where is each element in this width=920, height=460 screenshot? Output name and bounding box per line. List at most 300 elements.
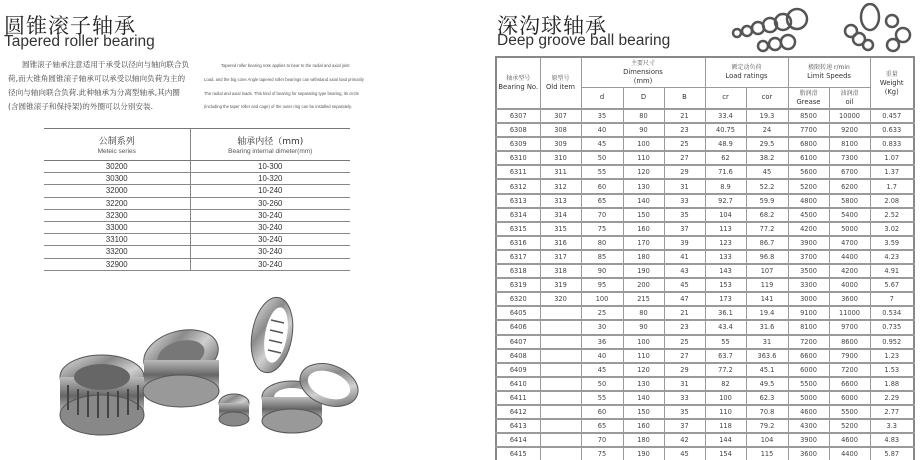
cell-B: 43 xyxy=(664,264,705,278)
cell-B: 45 xyxy=(664,278,705,292)
cell-weight: 3.59 xyxy=(870,236,914,250)
cell-cr: 100 xyxy=(705,391,746,405)
cell-diameter: 30-240 xyxy=(190,221,350,233)
cell-grease: 4500 xyxy=(788,208,829,222)
cell-oil: 4000 xyxy=(829,278,870,292)
cell-cr: 113 xyxy=(705,222,746,236)
table-row xyxy=(496,179,914,193)
cell-D: 160 xyxy=(623,222,664,236)
cell-cr: 40.75 xyxy=(705,123,746,137)
table-row xyxy=(44,197,350,209)
cell-D: 140 xyxy=(623,391,664,405)
cell-oil: 11000 xyxy=(829,306,870,320)
cell-oil: 6000 xyxy=(829,391,870,405)
tapered-title-en: Tapered roller bearing xyxy=(4,33,155,50)
metric-series-table xyxy=(44,128,350,271)
cell-grease: 5200 xyxy=(788,179,829,193)
table-row xyxy=(496,278,914,292)
header-cn: 轴承内径（mm) xyxy=(237,137,304,147)
cell-d: 75 xyxy=(581,222,623,236)
cell-B: 37 xyxy=(664,419,705,433)
header-metric-series xyxy=(44,129,190,161)
cell-grease: 5000 xyxy=(788,391,829,405)
cell-d: 40 xyxy=(581,123,623,137)
tapered-description-cn xyxy=(8,58,188,114)
cell-cr: 62 xyxy=(705,151,746,165)
cell-grease: 4800 xyxy=(788,194,829,208)
description-line: Load, and the big cone Angle tapered roller bearings can withstand axial load primarily xyxy=(204,76,364,82)
cell-B: 31 xyxy=(664,377,705,391)
cell-weight: 1.88 xyxy=(870,377,914,391)
cell-D: 90 xyxy=(623,320,664,334)
table-row xyxy=(496,363,914,377)
header-internal-diameter xyxy=(190,129,350,161)
cell-D: 100 xyxy=(623,335,664,349)
cell-d: 65 xyxy=(581,419,623,433)
header-D: D xyxy=(623,87,664,109)
cell-cor: 49.5 xyxy=(746,377,788,391)
cell-bearing-no: 6310 xyxy=(496,151,540,165)
cell-old-item xyxy=(540,419,581,433)
table-row xyxy=(496,264,914,278)
cell-diameter: 30-240 xyxy=(190,234,350,246)
cell-old-item: 316 xyxy=(540,236,581,250)
table-row xyxy=(496,151,914,165)
cell-bearing-no: 6409 xyxy=(496,363,540,377)
cell-oil: 8100 xyxy=(829,137,870,151)
cell-bearing-no: 6408 xyxy=(496,349,540,363)
cell-B: 27 xyxy=(664,151,705,165)
table-row xyxy=(496,137,914,151)
cell-grease: 3700 xyxy=(788,250,829,264)
cell-bearing-no: 6413 xyxy=(496,419,540,433)
cell-D: 100 xyxy=(623,137,664,151)
table-row xyxy=(496,320,914,334)
cell-oil: 4600 xyxy=(829,433,870,447)
cell-old-item xyxy=(540,363,581,377)
cell-B: 42 xyxy=(664,433,705,447)
cell-old-item xyxy=(540,391,581,405)
cell-grease: 3900 xyxy=(788,236,829,250)
cell-B: 21 xyxy=(664,109,705,123)
ball-bearing-thumbnails xyxy=(725,3,920,55)
table-row xyxy=(496,208,914,222)
cell-cor: 59.9 xyxy=(746,194,788,208)
cell-oil: 8600 xyxy=(829,335,870,349)
cell-weight: 0.735 xyxy=(870,320,914,334)
cell-cr: 110 xyxy=(705,405,746,419)
cell-d: 45 xyxy=(581,137,623,151)
cell-old-item xyxy=(540,320,581,334)
description-line: 径向与轴向联合负荷.此种轴承为分离型轴承,其内圈 xyxy=(8,88,180,97)
cell-cor: 31 xyxy=(746,335,788,349)
cell-D: 190 xyxy=(623,264,664,278)
cell-grease: 5600 xyxy=(788,165,829,179)
cell-oil: 6600 xyxy=(829,377,870,391)
cell-weight: 1.37 xyxy=(870,165,914,179)
cell-bearing-no: 6319 xyxy=(496,278,540,292)
cell-grease: 8500 xyxy=(788,109,829,123)
cell-D: 170 xyxy=(623,236,664,250)
cell-cor: 52.2 xyxy=(746,179,788,193)
header-unit: (Kg) xyxy=(884,87,899,96)
deep-groove-table xyxy=(495,56,915,460)
description-line: (含圆锥滚子和保持架)的外圈可以分别安装. xyxy=(8,102,154,111)
header-bearing-no xyxy=(496,57,540,109)
cell-cr: 82 xyxy=(705,377,746,391)
cell-oil: 5400 xyxy=(829,208,870,222)
table-row xyxy=(496,292,914,306)
cell-bearing-no: 6415 xyxy=(496,447,540,460)
description-line: 荷,而大锥角圆锥滚子轴承可以承受以轴向负荷为主的 xyxy=(8,74,186,83)
cell-D: 110 xyxy=(623,349,664,363)
cell-D: 130 xyxy=(623,377,664,391)
cell-B: 47 xyxy=(664,292,705,306)
cell-grease: 5500 xyxy=(788,377,829,391)
cell-cr: 71.6 xyxy=(705,165,746,179)
cell-bearing-no: 6406 xyxy=(496,320,540,334)
header-cn: 原型号 xyxy=(551,75,570,82)
tapered-title-cn: 圆锥滚子轴承 xyxy=(4,14,136,38)
cell-weight: 1.23 xyxy=(870,349,914,363)
cell-series: 33200 xyxy=(44,246,190,258)
cell-series: 32900 xyxy=(44,258,190,270)
cell-bearing-no: 6309 xyxy=(496,137,540,151)
cell-B: 41 xyxy=(664,250,705,264)
cell-d: 60 xyxy=(581,179,623,193)
header-weight xyxy=(870,57,914,109)
cell-grease: 6800 xyxy=(788,137,829,151)
cell-grease: 7200 xyxy=(788,335,829,349)
cell-weight: 0.833 xyxy=(870,137,914,151)
cell-B: 31 xyxy=(664,179,705,193)
cell-old-item: 320 xyxy=(540,292,581,306)
cell-oil: 4700 xyxy=(829,236,870,250)
cell-old-item xyxy=(540,349,581,363)
cell-D: 190 xyxy=(623,447,664,460)
cell-bearing-no: 6405 xyxy=(496,306,540,320)
header-cn: 极限转速 r/min xyxy=(808,64,850,72)
cell-d: 85 xyxy=(581,250,623,264)
cell-B: 33 xyxy=(664,194,705,208)
table-row xyxy=(496,306,914,320)
header-en: Bearing internal dimeter(mm) xyxy=(228,148,313,155)
cell-cor: 77.2 xyxy=(746,222,788,236)
cell-cr: 55 xyxy=(705,335,746,349)
cell-weight: 1.7 xyxy=(870,179,914,193)
cell-oil: 7200 xyxy=(829,363,870,377)
cell-bearing-no: 6316 xyxy=(496,236,540,250)
cell-cor: 86.7 xyxy=(746,236,788,250)
cell-cr: 173 xyxy=(705,292,746,306)
cell-bearing-no: 6314 xyxy=(496,208,540,222)
cell-series: 33000 xyxy=(44,221,190,233)
cell-old-item xyxy=(540,306,581,320)
cell-old-item xyxy=(540,433,581,447)
header-dimensions xyxy=(581,57,705,87)
cell-cr: 63.7 xyxy=(705,349,746,363)
cell-grease: 7700 xyxy=(788,123,829,137)
cell-d: 45 xyxy=(581,363,623,377)
cell-cor: 363.6 xyxy=(746,349,788,363)
cell-bearing-no: 6414 xyxy=(496,433,540,447)
header-cn: 额定动负荷 xyxy=(731,64,762,72)
cell-old-item xyxy=(540,335,581,349)
cell-grease: 6000 xyxy=(788,363,829,377)
cell-oil: 7300 xyxy=(829,151,870,165)
table-row xyxy=(44,246,350,258)
cell-d: 55 xyxy=(581,165,623,179)
header-cn: 主要尺寸 xyxy=(630,59,655,67)
cell-grease: 3600 xyxy=(788,447,829,460)
header-en: oil xyxy=(845,97,854,106)
table-row xyxy=(496,250,914,264)
header-oil xyxy=(829,87,870,109)
header-cn: 轴承型号 xyxy=(506,75,531,82)
cell-B: 27 xyxy=(664,349,705,363)
cell-cr: 48.9 xyxy=(705,137,746,151)
cell-series: 32200 xyxy=(44,197,190,209)
cell-d: 35 xyxy=(581,109,623,123)
cell-grease: 4600 xyxy=(788,405,829,419)
table-row xyxy=(496,419,914,433)
cell-weight: 5.67 xyxy=(870,278,914,292)
header-unit: (mm) xyxy=(633,76,653,85)
cell-D: 120 xyxy=(623,363,664,377)
cell-D: 120 xyxy=(623,165,664,179)
header-cn: 脂润滑 xyxy=(799,89,818,97)
cell-series: 32300 xyxy=(44,209,190,221)
cell-bearing-no: 6318 xyxy=(496,264,540,278)
cell-cor: 19.3 xyxy=(746,109,788,123)
cell-d: 70 xyxy=(581,208,623,222)
cell-D: 140 xyxy=(623,194,664,208)
cell-weight: 3.02 xyxy=(870,222,914,236)
cell-weight: 4.83 xyxy=(870,433,914,447)
cell-bearing-no: 6315 xyxy=(496,222,540,236)
cell-grease: 9100 xyxy=(788,306,829,320)
cell-d: 60 xyxy=(581,405,623,419)
cell-series: 33100 xyxy=(44,234,190,246)
cell-bearing-no: 6317 xyxy=(496,250,540,264)
cell-B: 35 xyxy=(664,405,705,419)
cell-old-item: 309 xyxy=(540,137,581,151)
cell-oil: 7900 xyxy=(829,349,870,363)
cell-B: 25 xyxy=(664,137,705,151)
header-grease xyxy=(788,87,829,109)
cell-cr: 77.2 xyxy=(705,363,746,377)
cell-bearing-no: 6311 xyxy=(496,165,540,179)
table-row xyxy=(496,335,914,349)
cell-old-item: 310 xyxy=(540,151,581,165)
deep-groove-section xyxy=(495,0,920,460)
table-row xyxy=(44,234,350,246)
cell-B: 35 xyxy=(664,208,705,222)
cell-D: 150 xyxy=(623,208,664,222)
description-line: (including the taper roller and cage) of the outer ring can be installed separately. xyxy=(204,104,352,110)
cell-cor: 104 xyxy=(746,433,788,447)
cell-old-item: 317 xyxy=(540,250,581,264)
cell-cr: 104 xyxy=(705,208,746,222)
header-en: Weight xyxy=(879,78,904,87)
header-cn: 公制系列 xyxy=(98,137,135,147)
cell-D: 90 xyxy=(623,123,664,137)
cell-weight: 7 xyxy=(870,292,914,306)
cell-oil: 5500 xyxy=(829,405,870,419)
cell-d: 36 xyxy=(581,335,623,349)
cell-D: 110 xyxy=(623,151,664,165)
cell-d: 75 xyxy=(581,447,623,460)
cell-grease: 3500 xyxy=(788,264,829,278)
table-row xyxy=(496,447,914,460)
cell-oil: 5000 xyxy=(829,222,870,236)
table-row xyxy=(496,377,914,391)
header-d: d xyxy=(581,87,623,109)
cell-B: 21 xyxy=(664,306,705,320)
cell-cr: 144 xyxy=(705,433,746,447)
cell-cor: 141 xyxy=(746,292,788,306)
cell-weight: 0.457 xyxy=(870,109,914,123)
cell-cr: 92.7 xyxy=(705,194,746,208)
bearings-photo-icon xyxy=(44,285,364,455)
cell-diameter: 30-240 xyxy=(190,258,350,270)
header-en: Limit Speeds xyxy=(807,72,851,81)
deep-groove-title-cn: 深沟球轴承 xyxy=(497,14,607,38)
cell-cor: 19.4 xyxy=(746,306,788,320)
cell-d: 90 xyxy=(581,264,623,278)
cell-d: 50 xyxy=(581,377,623,391)
table-row xyxy=(496,123,914,137)
cell-old-item: 311 xyxy=(540,165,581,179)
cell-cor: 45.1 xyxy=(746,363,788,377)
cell-d: 80 xyxy=(581,236,623,250)
cell-grease: 3300 xyxy=(788,278,829,292)
cell-bearing-no: 6313 xyxy=(496,194,540,208)
cell-grease: 4300 xyxy=(788,419,829,433)
cell-cr: 8.9 xyxy=(705,179,746,193)
cell-D: 215 xyxy=(623,292,664,306)
cell-weight: 1.07 xyxy=(870,151,914,165)
cell-old-item xyxy=(540,405,581,419)
cell-oil: 4400 xyxy=(829,447,870,460)
header-B: B xyxy=(664,87,705,109)
table-row xyxy=(44,221,350,233)
cell-old-item: 308 xyxy=(540,123,581,137)
header-limit-speeds xyxy=(788,57,870,87)
cell-bearing-no: 6312 xyxy=(496,179,540,193)
header-en: Grease xyxy=(796,97,821,106)
cell-D: 150 xyxy=(623,405,664,419)
cell-old-item: 315 xyxy=(540,222,581,236)
tapered-roller-bearings-photo xyxy=(44,285,364,455)
cell-B: 29 xyxy=(664,363,705,377)
cell-cor: 79.2 xyxy=(746,419,788,433)
cell-grease: 4200 xyxy=(788,222,829,236)
cell-cr: 33.4 xyxy=(705,109,746,123)
cell-grease: 6600 xyxy=(788,349,829,363)
table-row xyxy=(44,185,350,197)
cell-diameter: 30-260 xyxy=(190,197,350,209)
cell-weight: 2.77 xyxy=(870,405,914,419)
header-cor: cor xyxy=(746,87,788,109)
cell-grease: 3000 xyxy=(788,292,829,306)
cell-cr: 123 xyxy=(705,236,746,250)
cell-cor: 24 xyxy=(746,123,788,137)
description-line: 圆锥滚子轴承注意适用于承受以径向与轴向联合负 xyxy=(22,60,190,69)
cell-cr: 118 xyxy=(705,419,746,433)
cell-bearing-no: 6410 xyxy=(496,377,540,391)
header-en: Meteic series xyxy=(97,148,136,155)
header-cn: 油润滑 xyxy=(840,89,859,97)
header-en: Load ratings xyxy=(725,72,768,81)
cell-bearing-no: 6407 xyxy=(496,335,540,349)
cell-d: 25 xyxy=(581,306,623,320)
cell-weight: 1.53 xyxy=(870,363,914,377)
ball-bearings-photo-icon xyxy=(725,3,920,55)
table-row xyxy=(496,391,914,405)
header-en: Bearing No. xyxy=(498,83,539,91)
cell-d: 95 xyxy=(581,278,623,292)
cell-d: 50 xyxy=(581,151,623,165)
cell-D: 180 xyxy=(623,433,664,447)
deep-groove-title-en: Deep groove ball bearing xyxy=(497,32,671,49)
cell-oil: 5200 xyxy=(829,419,870,433)
header-en: Dimensions xyxy=(623,67,663,76)
cell-weight: 5.87 xyxy=(870,447,914,460)
description-line: Tapered roller bearing note applies to bear to the radial and axial joint xyxy=(221,63,350,68)
cell-B: 39 xyxy=(664,236,705,250)
cell-cr: 154 xyxy=(705,447,746,460)
cell-oil: 9200 xyxy=(829,123,870,137)
cell-weight: 3.3 xyxy=(870,419,914,433)
cell-diameter: 10-320 xyxy=(190,173,350,185)
table-row xyxy=(44,209,350,221)
table-row xyxy=(496,236,914,250)
header-old-item xyxy=(540,57,581,109)
cell-series: 30300 xyxy=(44,173,190,185)
table-row xyxy=(496,433,914,447)
cell-old-item: 314 xyxy=(540,208,581,222)
cell-diameter: 10-240 xyxy=(190,185,350,197)
cell-B: 23 xyxy=(664,123,705,137)
cell-B: 25 xyxy=(664,335,705,349)
cell-B: 37 xyxy=(664,222,705,236)
cell-oil: 4200 xyxy=(829,264,870,278)
cell-oil: 6700 xyxy=(829,165,870,179)
cell-cr: 43.4 xyxy=(705,320,746,334)
cell-cr: 153 xyxy=(705,278,746,292)
cell-cor: 107 xyxy=(746,264,788,278)
cell-cr: 36.1 xyxy=(705,306,746,320)
cell-old-item: 318 xyxy=(540,264,581,278)
cell-cor: 119 xyxy=(746,278,788,292)
table-row xyxy=(496,109,914,123)
cell-grease: 3900 xyxy=(788,433,829,447)
cell-D: 180 xyxy=(623,250,664,264)
table-row xyxy=(496,349,914,363)
cell-diameter: 10-300 xyxy=(190,161,350,173)
cell-series: 32000 xyxy=(44,185,190,197)
cell-cor: 70.8 xyxy=(746,405,788,419)
header-cr: cr xyxy=(705,87,746,109)
cell-oil: 9700 xyxy=(829,320,870,334)
cell-D: 130 xyxy=(623,179,664,193)
cell-oil: 5800 xyxy=(829,194,870,208)
header-cn: 重量 xyxy=(885,70,898,78)
cell-D: 80 xyxy=(623,109,664,123)
tapered-description-en xyxy=(204,59,404,114)
table-row xyxy=(44,161,350,173)
